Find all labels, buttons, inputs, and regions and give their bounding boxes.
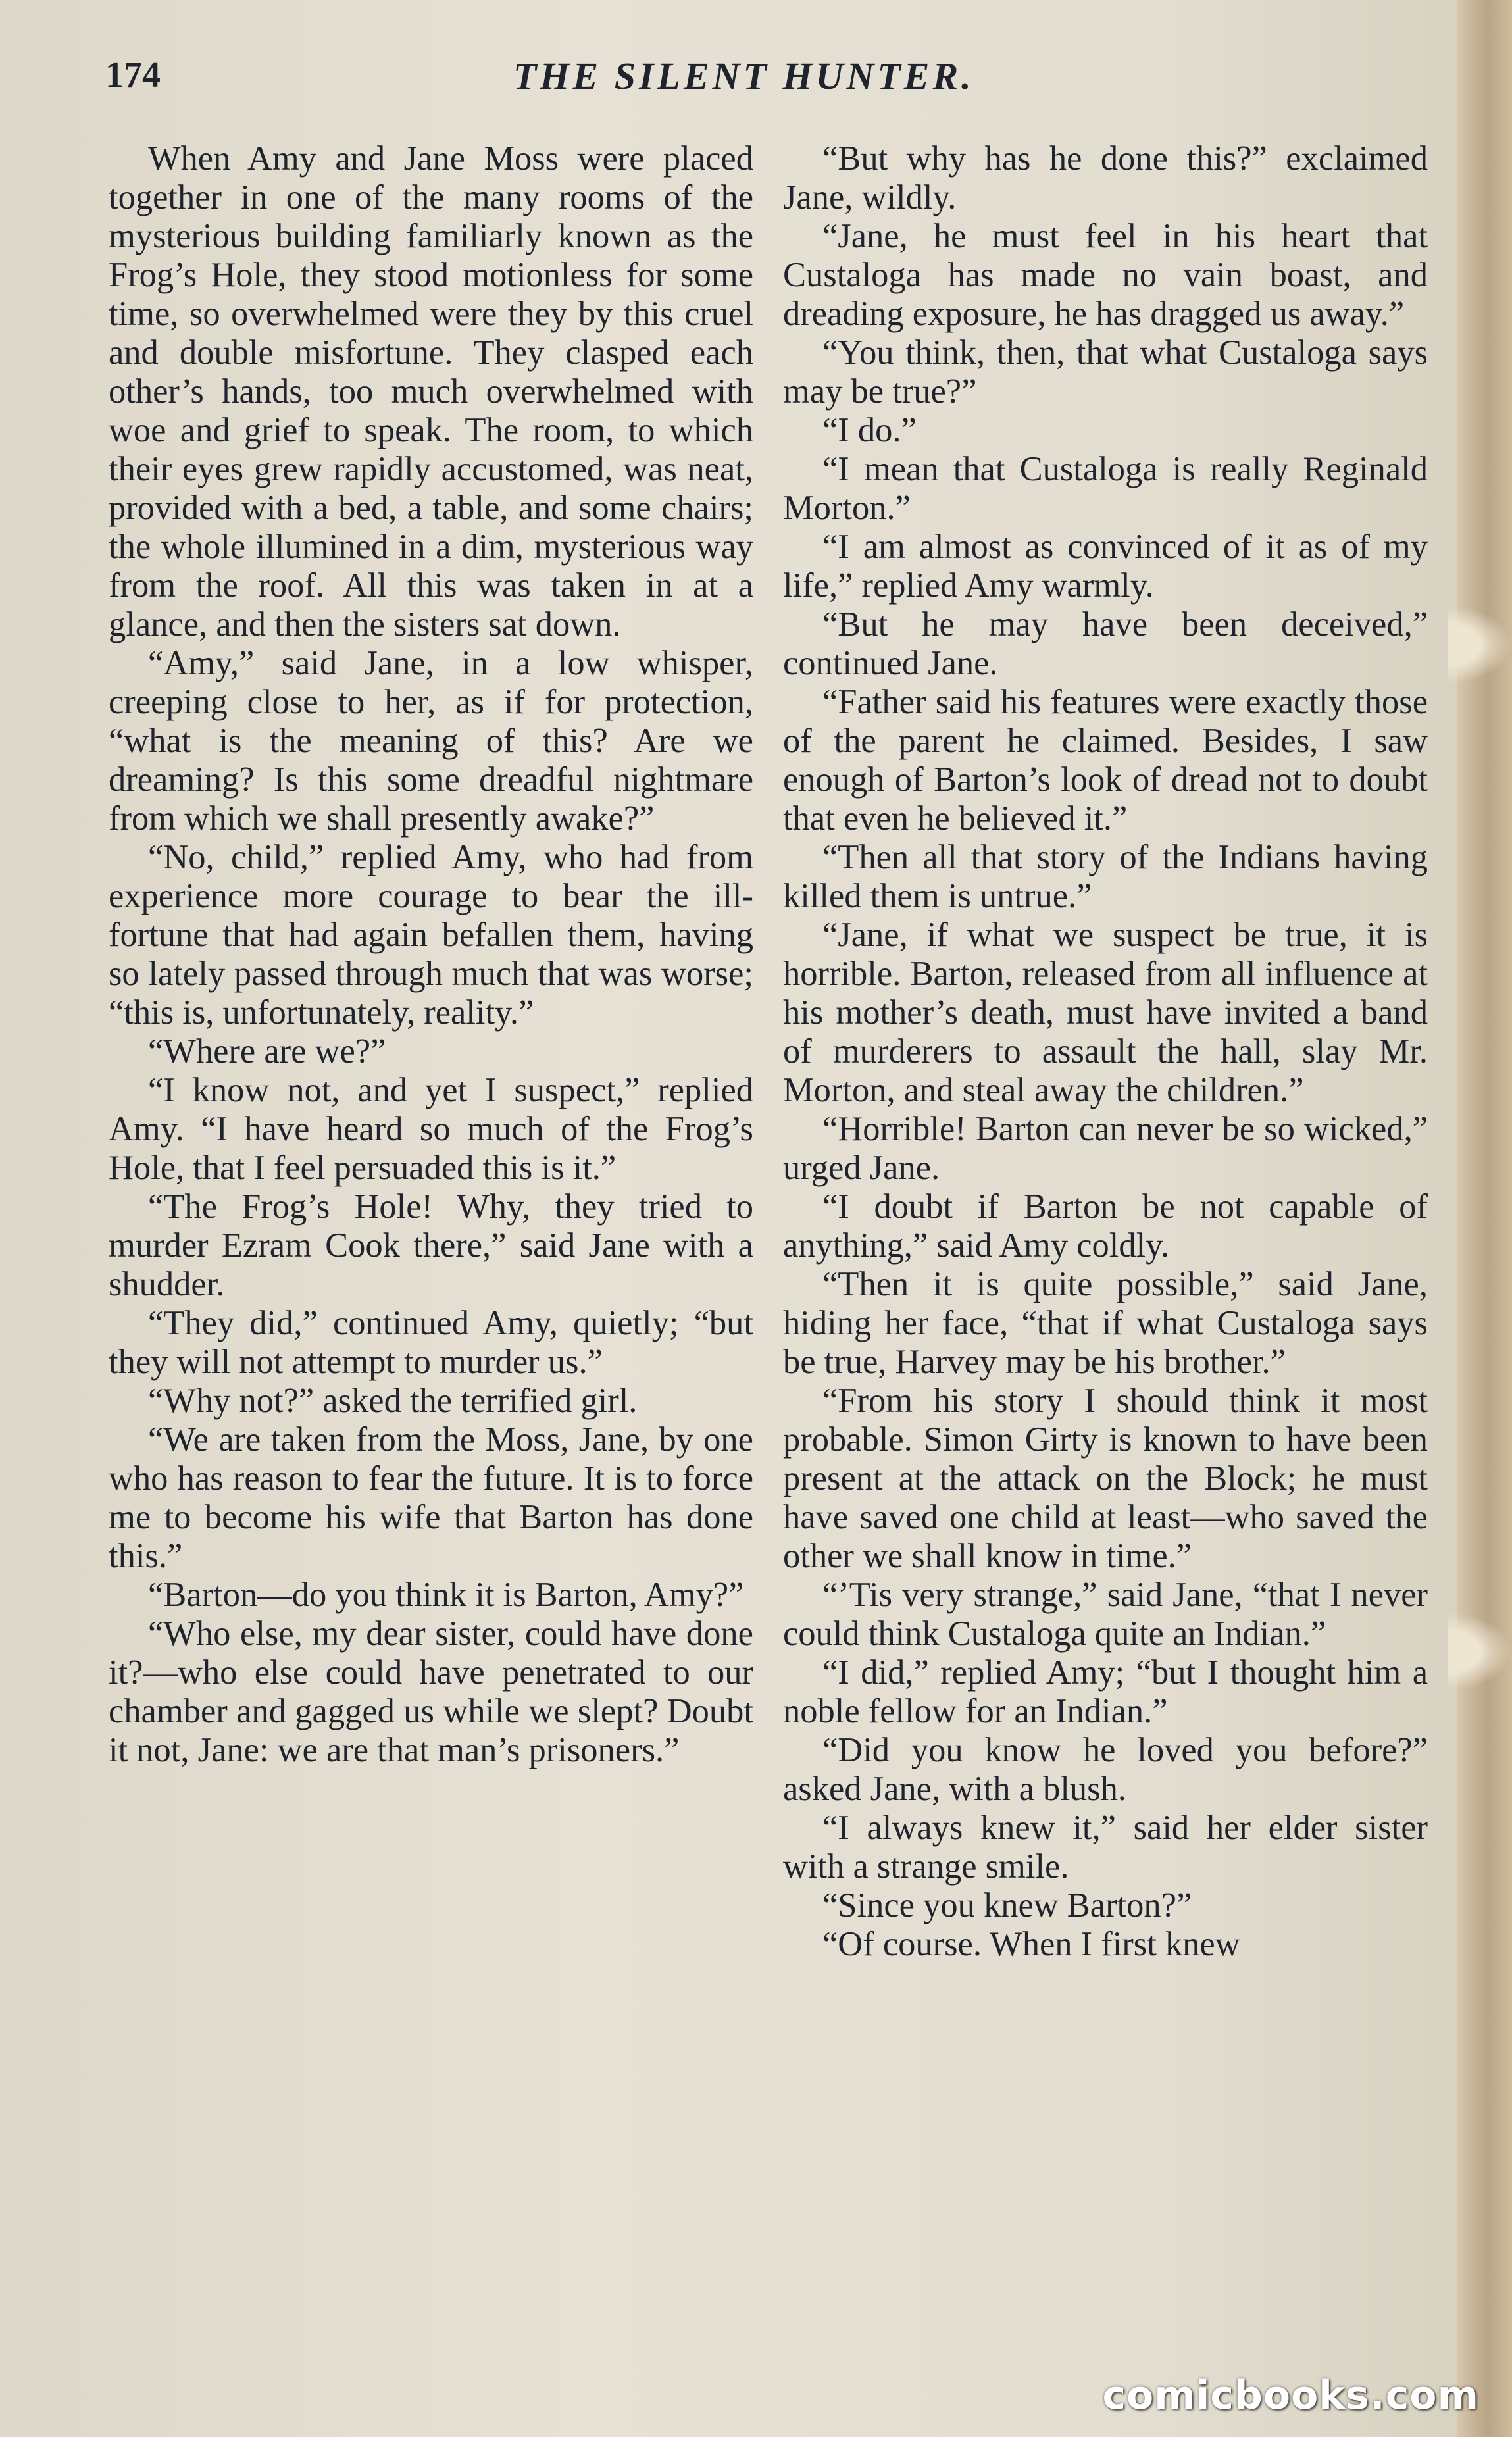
paragraph: “I always knew it,” said her elder sister with a strange smile. — [783, 1809, 1428, 1886]
paragraph: “Father said his features were exactly those of the parent he claimed. Besides, I saw enough of Barton’s look of dread not to doubt that even he believed it.” — [783, 683, 1428, 838]
paragraph: “I mean that Custaloga is really Reginald Morton.” — [783, 450, 1428, 527]
paragraph: “Amy,” said Jane, in a low whisper, creeping close to her, as if for protection, “what is the meaning of this? Are we dreaming? Is this some dreadful nightmare from which we shall presently awake?” — [109, 644, 753, 838]
page-number: 174 — [105, 55, 161, 95]
page-tear — [1448, 1612, 1512, 1691]
paragraph: “Then it is quite possible,” said Jane, hiding her face, “that if what Custaloga says be true, Harvey may be his brother.” — [783, 1265, 1428, 1381]
paragraph: “The Frog’s Hole! Why, they tried to murder Ezram Cook there,” said Jane with a shudder. — [109, 1188, 753, 1303]
paragraph: “I doubt if Barton be not capable of anything,” said Amy coldly. — [783, 1188, 1428, 1265]
paragraph: “Who else, my dear sister, could have done it?—who else could have penetrated to our chamber and gagged us while we slept? Doubt it not, Jane: we are that man’s prisoners.” — [109, 1615, 753, 1769]
paragraph: “I am almost as convinced of it as of my life,” replied Amy warmly. — [783, 528, 1428, 605]
paragraph: When Amy and Jane Moss were placed together in one of the many rooms of the mysterious building familiarly known as the Frog’s Hole, they stood motionless for some time, so overwhelmed were they by this cruel and double misfortune. They clasped each other’s hands, too much overwhelmed with woe and grief to speak. The room, to which their eyes grew rapidly accustomed, was neat, provided with a bed, a table, and some chairs; the whole illumined in a dim, mysterious way from the roof. All this was taken in at a glance, and then the sisters sat down. — [109, 139, 753, 643]
paragraph: “From his story I should think it most probable. Simon Girty is known to have been present at the attack on the Block; he must have saved one child at least—who saved the other we shall know in time.” — [783, 1382, 1428, 1575]
paragraph: “I know not, and yet I suspect,” replied Amy. “I have heard so much of the Frog’s Hole, that I feel persuaded this is it.” — [109, 1071, 753, 1187]
paragraph: “Where are we?” — [148, 1032, 386, 1070]
paragraph: “We are taken from the Moss, Jane, by one who has reason to fear the future. It is to force me to become his wife that Barton has done this.” — [109, 1420, 753, 1575]
paragraph: “I do.” — [822, 411, 917, 449]
paragraph: “Then all that story of the Indians having killed them is untrue.” — [783, 838, 1428, 915]
paragraph: “Did you know he loved you before?” asked Jane, with a blush. — [783, 1731, 1428, 1808]
right-column — [783, 139, 1428, 1964]
page-edge — [1457, 0, 1512, 2437]
paragraph: “Since you knew Barton?” — [822, 1886, 1192, 1924]
page-header — [105, 54, 1421, 120]
paragraph: “’Tis very strange,” said Jane, “that I never could think Custaloga quite an Indian.” — [783, 1576, 1428, 1653]
running-head: THE SILENT HUNTER. — [513, 55, 974, 97]
site-watermark: comicbooks.com — [1102, 2373, 1479, 2419]
paragraph: “Jane, if what we suspect be true, it is horrible. Barton, released from all influence at his mother’s death, must have invited a band of murderers to assault the hall, slay Mr. Morton, and steal away the children.” — [783, 916, 1428, 1109]
paragraph: “You think, then, that what Custaloga says may be true?” — [783, 334, 1428, 411]
paragraph: “But why has he done this?” exclaimed Jane, wildly. — [783, 139, 1428, 216]
paragraph: “Horrible! Barton can never be so wicked,” urged Jane. — [783, 1110, 1428, 1187]
paragraph: “Barton—do you think it is Barton, Amy?” — [148, 1576, 744, 1614]
paragraph: “Of course. When I first knew — [822, 1925, 1240, 1963]
left-column — [109, 139, 753, 1770]
paragraph: “Jane, he must feel in his heart that Custaloga has made no vain boast, and dreading exposure, he has dragged us away.” — [783, 217, 1428, 333]
page-tear — [1448, 605, 1512, 684]
paragraph: “Why not?” asked the terrified girl. — [148, 1382, 638, 1420]
paragraph: “But he may have been deceived,” continued Jane. — [783, 605, 1428, 682]
paragraph: “They did,” continued Amy, quietly; “but they will not attempt to murder us.” — [109, 1304, 753, 1381]
paragraph: “I did,” replied Amy; “but I thought him a noble fellow for an Indian.” — [783, 1653, 1428, 1730]
paragraph: “No, child,” replied Amy, who had from experience more courage to bear the ill-fortune that had again befallen them, having so lately passed through much that was worse; “this is, unfortunately, reality.” — [109, 838, 753, 1032]
